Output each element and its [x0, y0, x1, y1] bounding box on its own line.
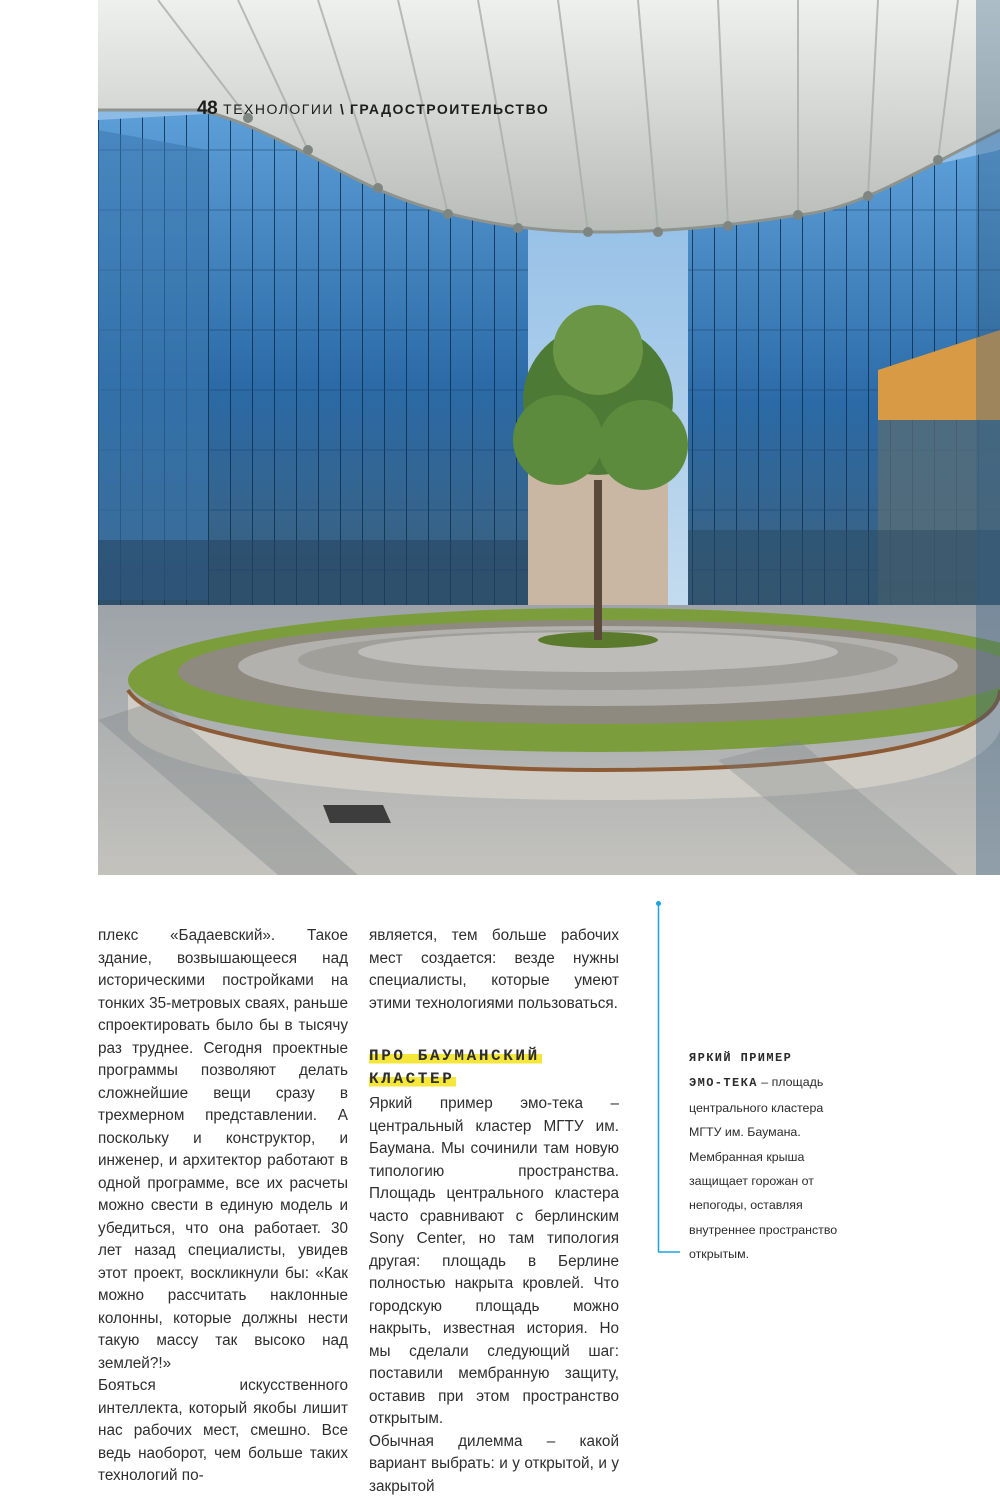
paragraph: Бояться искусственного интеллекта, который якобы лишит нас рабочих мест, смешно. Все ведь наоборот, чем больше таких технологий по- — [98, 1377, 348, 1484]
drain-grate — [323, 805, 391, 823]
running-header — [197, 98, 549, 120]
subheading-line: ПРО БАУМАНСКИЙ — [369, 1047, 540, 1065]
photo-caption — [689, 1046, 849, 1267]
caption-title: ЯРКИЙ ПРИМЕР — [689, 1051, 793, 1065]
circular-courtyard — [128, 608, 1000, 800]
subheading — [369, 1045, 619, 1091]
caption-title-cont: ЭМО-ТЕКА — [689, 1076, 758, 1091]
section-name: ТЕХНОЛОГИИ — [223, 101, 334, 117]
courtyard-photo-illustration — [98, 0, 1000, 875]
paragraph: плекс «Бадаевский». Такое здание, возвышающееся над историческими постройками на тонких 35-метровых сваях, раньше спроектировать было бы в тысячу раз труднее. Сегодня проектные программы позволяют делать сложнейшие вещи сразу в трехмерном представлении. А поскольку и конструктор, и инженер, и архитектор работают в одной программе, все их расчеты можно свести в единую модель и убедиться, что она работает. 30 лет назад специалисты, увидев этот проект, воскликнули бы: «Как можно рассчитать наклонные колонны, которые должны нести такую массу так высоко над землей?!» — [98, 927, 348, 1372]
section-separator: \ — [340, 101, 344, 117]
paragraph: Обычная дилемма – какой вариант выбрать: и у открытой, и у закрытой — [369, 1432, 619, 1495]
page-number: 48 — [197, 98, 218, 119]
subheading-line: КЛАСТЕР — [369, 1070, 455, 1088]
caption-bracket-line — [656, 901, 680, 1253]
text-column-2 — [369, 925, 619, 1498]
paragraph: является, тем больше рабочих мест создается: везде нужны специалисты, которые умеют этими технологиями пользоваться. — [369, 927, 619, 1012]
caption-text: – площадь центрального кластера МГТУ им. Баумана. Мембранная крыша защищает горожан от непогоды, оставляя внутреннее пространство открытым. — [689, 1075, 838, 1262]
text-column-1 — [98, 925, 348, 1488]
subsection-name: ГРАДОСТРОИТЕЛЬСТВО — [349, 101, 550, 117]
hero-photo — [98, 0, 1000, 875]
paragraph: Яркий пример эмо-тека – центральный кластер МГТУ им. Баумана. Мы сочинили там новую типологию пространства. Площадь центрального кластера часто сравнивают с берлинским Sony Center, но там типология другая: площадь в Берлине полностью накрыта кровлей. Что городскую площадь можно накрыть, известная история. Но мы сделали следующий шаг: поставили мембранную защиту, оставив при этом пространство открытым. — [369, 1095, 619, 1427]
